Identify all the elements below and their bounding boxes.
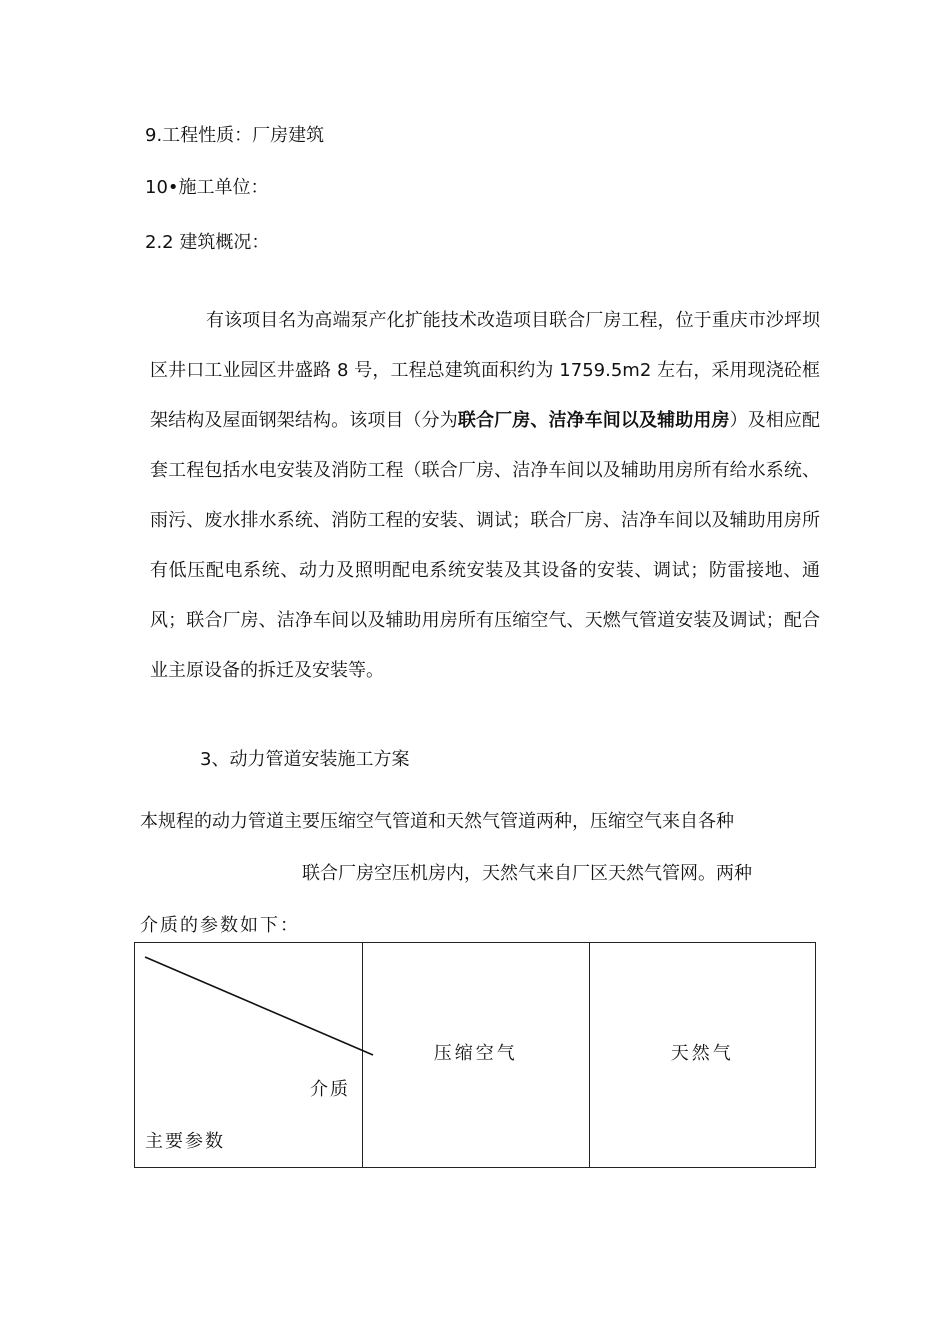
section-3-intro — [140, 796, 812, 952]
table-row — [135, 943, 816, 1168]
intro-line-1: 本规程的动力管道主要压缩空气管道和天然气管道两种，压缩空气来自各种 — [140, 811, 734, 832]
column-header-natural-gas: 天然气 — [589, 943, 816, 1168]
intro-line-3: 介质的参数如下： — [140, 915, 300, 936]
overview-bold-text: 联合厂房、洁净车间以及辅助用房 — [457, 410, 730, 431]
diagonal-divider — [135, 943, 375, 1063]
section-3-heading: 3、动力管道安装施工方案 — [200, 749, 410, 770]
medium-parameters-table — [134, 942, 816, 1168]
intro-line-2: 联合厂房空压机房内，天然气来自厂区天然气管网。两种 — [302, 863, 752, 884]
building-overview-paragraph — [150, 296, 820, 696]
column-header-compressed-air: 压缩空气 — [363, 943, 590, 1168]
corner-medium-label: 介质 — [310, 1079, 350, 1100]
overview-text-before: 有该项目名为高端泵产化扩能技术改造项目联合厂房工程，位于重庆市沙坪坝区井口工业园区井盛路 8 号，工程总建筑面积约为 1759.5m2 左右，采用现浇砼框架结构及屋面钢架结构。该项目（分为 — [150, 310, 820, 431]
corner-params-label: 主要参数 — [145, 1131, 225, 1152]
project-nature: 9.工程性质：厂房建筑 — [145, 125, 325, 146]
contractor-unit: 10•施工单位： — [145, 177, 269, 198]
table-corner-cell — [135, 943, 363, 1168]
overview-text-after: ）及相应配套工程包括水电安装及消防工程（联合厂房、洁净车间以及辅助用房所有给水系统、雨污、废水排水系统、消防工程的安装、调试；联合厂房、洁净车间以及辅助用房所有低压配电系统、动力及照明配电系统安装及其设备的安装、调试；防雷接地、通风；联合厂房、洁净车间以及辅助用房所有压缩空气、天燃气管道安装及调试；配合业主原设备的拆迁及安装等。 — [150, 410, 821, 681]
section-2-2-heading: 2.2 建筑概况： — [145, 232, 270, 253]
